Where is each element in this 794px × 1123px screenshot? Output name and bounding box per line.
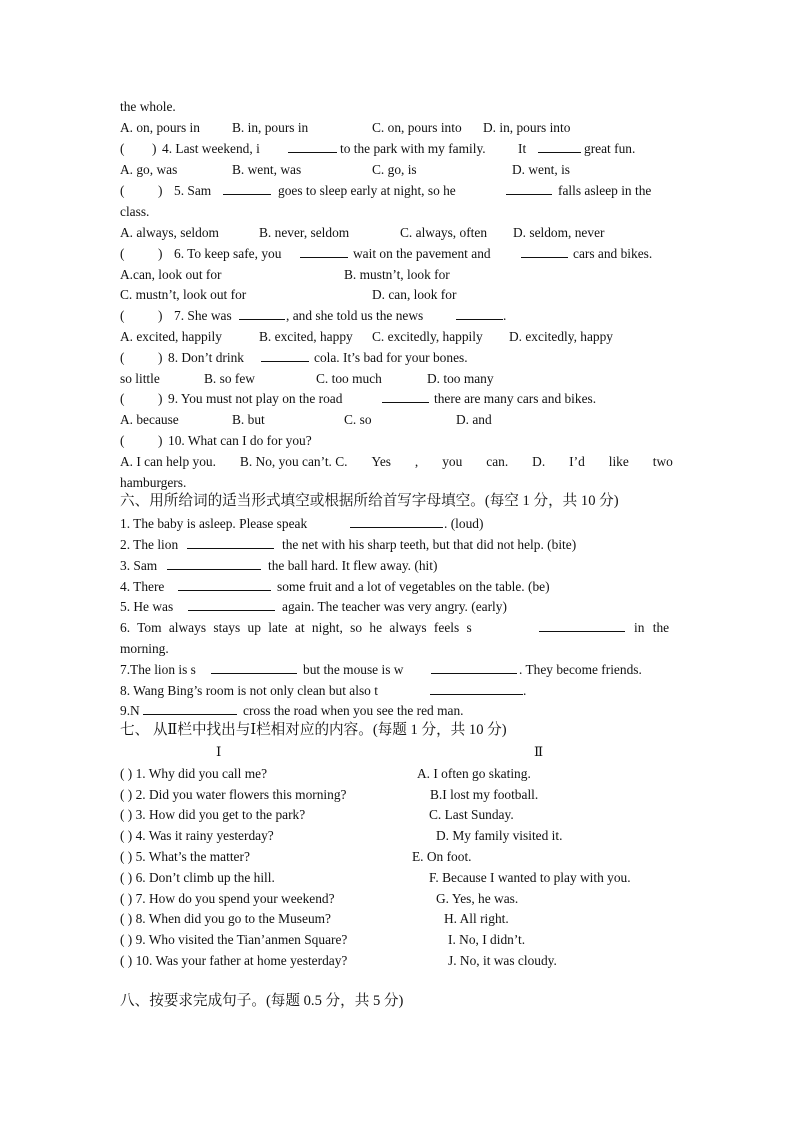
option-d: D. can, look for [372, 287, 457, 302]
option-d: D. went, is [512, 162, 571, 177]
match-answer: G. Yes, he was. [436, 891, 519, 906]
option-c-word: can. [486, 454, 509, 469]
question-text: 8. Don’t drink [168, 350, 245, 365]
option-b: B. went, was [232, 162, 302, 177]
option-d-wrap: hamburgers. [120, 475, 187, 490]
worksheet-page: the whole. A. on, pours in B. in, pours in C. on, pours into D. in, pours into ( ) 4. Last weekend, i to the park with my family. It great fun. A. go, was B. went, was C. go, is D. went, is ( ) 5. Sam goes to sleep early at night, so he falls asleep in the class. A. always, seldom B. never, seldom C. always, often D. seldom, never ( ) 6. To keep safe, you wait on the pavement and cars and bikes. A.can, look out for B. mustn’t, look for C. mustn’t, look out for D. can, look for ( ) 7. She was , and she told us the news . A. excited, happily B. excited, happy C. excitedly, happily D. excitedly, happy ( ) 8. Don’t drink cola. It’s bad for your bones. so little B. so few C. too much D. too many ( ) 9. You must not play on the road there are many cars and bikes. A. because B. but C. so D. and ( ) 10. What can I do for you? A. I can help you. B. No, you can’t. C. Yes , you can. D. I’d like two hamburgers. 六、用所给词的适当形式填空或根据所给首写字母填空。(每空 1 分，共 10 分) 1. The baby is asleep. Please speak . (loud) 2. The lion the net with his sharp teeth, but that did not help. (bite) 3. Sam the ball hard. It flew away. (hit) 4. There some fruit and a lot of vegetables on the table. (be) 5. He was again. The teacher was very angry. (early) 6. Tom always stays up late at night, so he always feels s in the morning. 7.The lion is s but the mouse is w . They become friends. 8. Wang Bing’s room is not only clean but also t . 9.N cross the road when you see the red man. 七、 从Ⅱ栏中找出与Ⅰ栏相对应的内容。(每题 1 分，共 10 分) Ⅰ Ⅱ ( ) 1. Why did you call me? A. I often go skating. ( ) 2. Did you water flowers this morning? B.I lost my football. ( ) 3. How did you get to the park? C. Last Sunday. ( ) 4. Was it rainy yesterday? D. My family visited it. ( ) 5. What’s the matter? E. On foot. ( ) 6. Don’t climb up the hill. F. Because I wanted to play with you. ( ) 7. How do you spend your weekend? G. Yes, he was. ( ) 8. When did you go to the Museum? H. All right. ( ) 9. Who visited the Tian’anmen Square? I. No, I didn’t. ( ) 10. Was your father at home yesterday? J. No, it was cloudy. 八、按要求完成句子。(每题 0.5 分，共 5 分) [120, 99, 673, 1009]
answer-blank[interactable] [506, 182, 552, 199]
option-c-word: , [414, 454, 419, 469]
match-answer: I. No, I didn’t. [448, 932, 526, 947]
option-a: A. go, was [120, 162, 178, 177]
question-text: falls asleep in the [558, 183, 652, 198]
option-d: D. too many [427, 371, 494, 386]
question-text: 7. She was [174, 308, 232, 323]
question-text: to the park with my family. [340, 141, 486, 156]
question-text: 10. What can I do for you? [168, 433, 312, 448]
option-a: A. on, pours in [120, 120, 200, 135]
match-question: ( ) 9. Who visited the Tian’anmen Square? [120, 932, 348, 947]
answer-paren-open: ( [120, 433, 125, 448]
option-d-word: D. [532, 454, 546, 469]
answer-blank[interactable] [431, 661, 517, 678]
column-1-header: Ⅰ [216, 744, 222, 759]
question-text: wait on the pavement and [353, 246, 491, 261]
match-answer: H. All right. [444, 911, 509, 926]
option-a: so little [120, 371, 160, 386]
option-c: C. go, is [372, 162, 417, 177]
answer-paren-open: ( [120, 141, 125, 156]
column-2-header: Ⅱ [534, 744, 544, 759]
option-a: A.can, look out for [120, 267, 222, 282]
match-answer: C. Last Sunday. [429, 807, 514, 822]
answer-paren-open: ( [120, 183, 125, 198]
q10-options [120, 453, 673, 470]
answer-paren-open: ( [120, 391, 125, 406]
answer-blank[interactable] [211, 661, 297, 678]
option-c: C. on, pours into [372, 120, 462, 135]
answer-blank[interactable] [300, 245, 348, 262]
answer-blank[interactable] [288, 140, 337, 157]
match-question: ( ) 3. How did you get to the park? [120, 807, 306, 822]
match-question: ( ) 6. Don’t climb up the hill. [120, 870, 275, 885]
option-c-word: Yes [371, 454, 391, 469]
option-a: A. excited, happily [120, 329, 222, 344]
answer-blank[interactable] [261, 349, 309, 366]
option-b: B. but [232, 412, 265, 427]
option-b: B. mustn’t, look for [344, 267, 450, 282]
match-answer: D. My family visited it. [436, 828, 563, 843]
answer-blank[interactable] [143, 702, 237, 719]
question-text: , and she told us the news [286, 308, 424, 323]
question-text: great fun. [584, 141, 636, 156]
answer-blank[interactable] [456, 307, 503, 324]
question-text: 9. You must not play on the road [168, 391, 343, 406]
answer-paren-close: ) [158, 183, 163, 198]
question-text: cola. It’s bad for your bones. [314, 350, 468, 365]
answer-blank[interactable] [178, 578, 271, 595]
match-question: ( ) 1. Why did you call me? [120, 766, 268, 781]
match-answer: E. On foot. [412, 849, 472, 864]
match-question: ( ) 4. Was it rainy yesterday? [120, 828, 274, 843]
option-a: A. because [120, 412, 179, 427]
match-question: ( ) 10. Was your father at home yesterday? [120, 953, 348, 968]
option-c: C. too much [316, 371, 382, 386]
answer-blank[interactable] [350, 515, 443, 532]
match-question: ( ) 7. How do you spend your weekend? [120, 891, 335, 906]
option-d-word: I’d [569, 454, 585, 469]
option-d: D. and [456, 412, 492, 427]
option-d-word: like [608, 454, 629, 469]
answer-paren-close: ) [158, 350, 163, 365]
question-text: 6. To keep safe, you [174, 246, 282, 261]
match-answer: F. Because I wanted to play with you. [429, 870, 631, 885]
option-b: B. No, you can’t. C. [239, 454, 348, 469]
answer-blank[interactable] [239, 307, 285, 324]
answer-paren-close: ) [158, 433, 163, 448]
question-text: 4. Last weekend, i [162, 141, 260, 156]
question-text: . [503, 308, 507, 323]
option-d-word: two [652, 454, 673, 469]
option-d: D. in, pours into [483, 120, 571, 135]
question-text: cars and bikes. [573, 246, 653, 261]
continued-text: the whole. [120, 99, 176, 114]
option-a: A. I can help you. [120, 454, 216, 469]
match-answer: A. I often go skating. [417, 766, 531, 781]
option-a: A. always, seldom [120, 225, 219, 240]
answer-paren-close: ) [152, 141, 157, 156]
answer-blank[interactable] [382, 390, 429, 407]
question-text: It [518, 141, 527, 156]
answer-blank[interactable] [521, 245, 568, 262]
match-question: ( ) 2. Did you water flowers this morning? [120, 787, 347, 802]
answer-blank[interactable] [430, 682, 523, 699]
option-d: D. seldom, never [513, 225, 605, 240]
option-c: C. so [344, 412, 372, 427]
option-c-word: you [442, 454, 463, 469]
answer-blank[interactable] [539, 619, 625, 636]
option-b: B. never, seldom [259, 225, 350, 240]
option-d: D. excitedly, happy [509, 329, 613, 344]
answer-blank[interactable] [223, 182, 271, 199]
answer-blank[interactable] [188, 598, 275, 615]
match-answer: J. No, it was cloudy. [448, 953, 557, 968]
answer-paren-open: ( [120, 350, 125, 365]
question-text-wrap: class. [120, 204, 150, 219]
option-b: B. excited, happy [259, 329, 353, 344]
question-text: there are many cars and bikes. [434, 391, 597, 406]
match-question: ( ) 8. When did you go to the Museum? [120, 911, 331, 926]
option-b: B. in, pours in [232, 120, 309, 135]
option-c: C. always, often [400, 225, 488, 240]
answer-paren-open: ( [120, 246, 125, 261]
answer-blank[interactable] [167, 557, 261, 574]
answer-paren-close: ) [158, 391, 163, 406]
answer-blank[interactable] [538, 140, 581, 157]
answer-paren-close: ) [158, 308, 163, 323]
answer-paren-open: ( [120, 308, 125, 323]
match-question: ( ) 5. What’s the matter? [120, 849, 250, 864]
answer-paren-close: ) [158, 246, 163, 261]
answer-blank[interactable] [187, 536, 274, 553]
question-text: 5. Sam [174, 183, 212, 198]
option-c: C. mustn’t, look out for [120, 287, 247, 302]
question-text: goes to sleep early at night, so he [278, 183, 456, 198]
option-b: B. so few [204, 371, 255, 386]
option-c: C. excitedly, happily [372, 329, 483, 344]
match-answer: B.I lost my football. [430, 787, 539, 802]
